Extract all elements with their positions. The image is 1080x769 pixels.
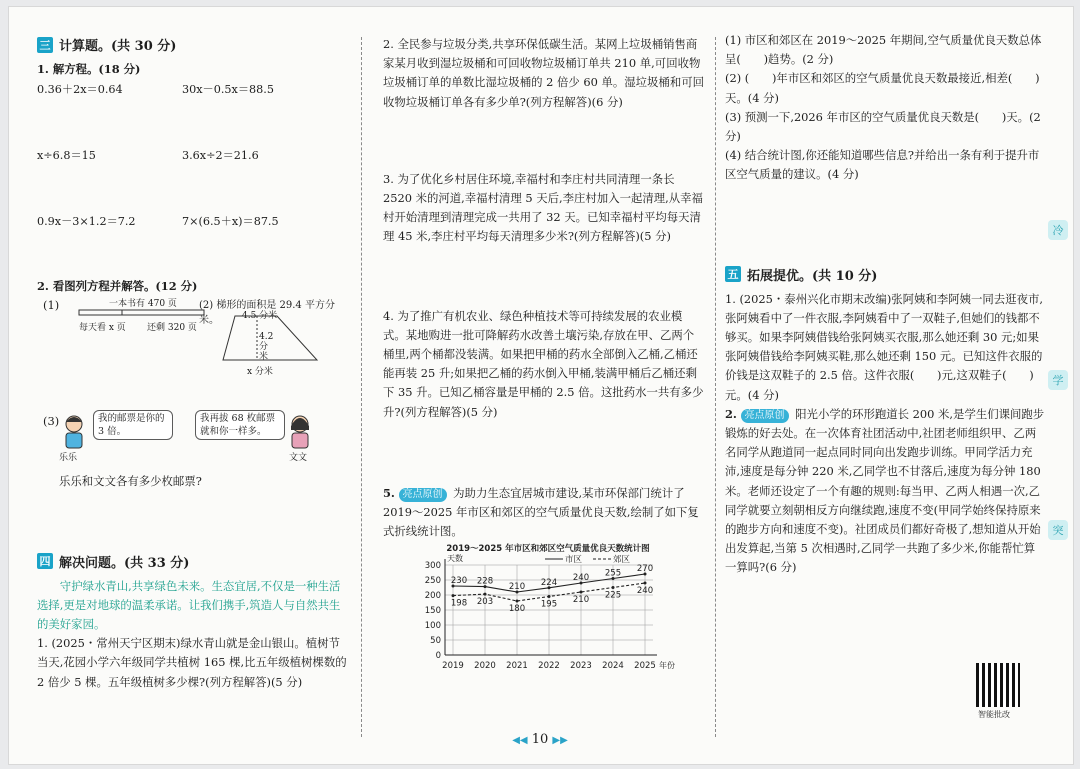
data-point [452, 595, 455, 598]
side-tab[interactable]: 突 [1048, 520, 1068, 540]
section-four-header [37, 552, 347, 571]
speech-bubble-wenwen: 我再拔 68 枚邮票就和你一样多。 [195, 410, 285, 440]
girl-icon [285, 414, 315, 450]
question-text: 阳光小学的环形跑道长 200 米,是学生们课间跑步锻炼的好去处。在一次体育社团活动中,社团老师组织甲、乙两名同学从跑道同一起点同时同向出发跑步训练。甲同学活力充沛,速度是每分钟 220 米,乙同学也不甘落后,速度为每分钟 180 米。老师还设定了一个有趣的规则:每当甲、乙两人相遇一次,乙同学就要立刻朝相反方向继续跑,速度不变(甲同学始终保持原来的跑步方向和速度不变)。社团成员们都好奇极了,想知道从开始出发算起,当第 5 次相遇时,乙同学一共跑了多少米,你能帮忙算一算吗?(6 分) [725, 406, 1045, 575]
equation: 3.6x÷2＝21.6 [182, 149, 259, 163]
data-label: 270 [636, 564, 654, 575]
page-sheet [8, 6, 1074, 765]
equation: 0.9x－3×1.2＝7.2 [37, 215, 136, 229]
data-label: 210 [572, 595, 590, 606]
section-title: 计算题。(共 30 分) [59, 39, 177, 54]
data-label: 228 [476, 577, 494, 588]
legend-label-suburban: 郊区 [613, 555, 631, 566]
question-6-1: 1. (2025・泰州兴化市期末改编)张阿姨和李阿姨一同去逛夜市,张阿姨看中了一件衣服,李阿姨看中了一双鞋子,但她们的钱都不够买。如果李阿姨借钱给张阿姨买衣服,那么她还剩 30 元;如果张阿姨借钱给李阿姨买鞋,那么她还剩 150 元。已知这件衣服的价钱是这双鞋子的 2.5 倍。这件衣服( )元,这双鞋子( )元。(4 分) [725, 291, 1043, 402]
data-point [612, 586, 615, 589]
column-middle [383, 35, 705, 675]
section-title: 解决问题。(共 33 分) [59, 555, 190, 571]
question-text: 为助力生态宜居城市建设,某市环保部门统计了 2019～2025 年市区和郊区的空气质量优良天数,绘制了如下复式折线统计图。 [383, 485, 699, 539]
x-tick-label: 2024 [602, 661, 624, 672]
page-footer [0, 732, 1080, 747]
trapezoid-height-label: 4.2 分米 [259, 332, 274, 363]
y-tick-label: 300 [424, 561, 441, 572]
section-badge: 四 [37, 553, 53, 569]
column-left [37, 35, 347, 692]
question-number: 2. [725, 406, 737, 421]
question-5-3: (3) 预测一下,2026 年市区的空气质量优良天数是( )天。(2 分) [725, 109, 1041, 144]
question-4-3: 3. 为了优化乡村居住环境,幸福村和李庄村共同清理一条长 2520 米的河道,幸福村清理 5 天后,李庄村加入一起清理,从幸福村开始清理到清理完成一共用了 32 天。已知幸福村平均每天清理 45 米,李庄村平均每天清理多少米?(列方程解答)(5 分) [383, 171, 703, 244]
y-axis-label: 天数 [447, 554, 463, 564]
highlight-tag: 亮点原创 [741, 409, 789, 423]
y-tick-label: 150 [424, 606, 441, 617]
figure-1-left-label: 每天看 x 页 [79, 323, 126, 334]
question-4-5 [383, 484, 705, 542]
data-label: 210 [508, 582, 526, 593]
next-arrows-icon: ▶▶ [552, 735, 568, 746]
figure-2-label: (2) 梯形的面积是 29.4 平方分米。 [199, 300, 335, 327]
data-label: 198 [450, 599, 468, 610]
data-label: 240 [636, 586, 654, 597]
y-tick-label: 50 [430, 636, 441, 647]
section-badge: 三 [37, 37, 53, 53]
section-intro: 守护绿水青山,共享绿色未来。生态宜居,不仅是一种生活选择,更是对地球的温柔承诺。让我们携手,筑造人与自然共生的美好家园。 [37, 578, 341, 632]
column-divider [715, 37, 716, 737]
x-tick-label: 2021 [506, 661, 528, 672]
side-tab[interactable]: 学 [1048, 370, 1068, 390]
section-three-header [37, 35, 347, 54]
section-title: 拓展提优。(共 10 分) [747, 268, 878, 284]
figures-area [37, 296, 347, 396]
figure-3-label: (3) [43, 414, 60, 429]
section-five-header [725, 265, 1045, 284]
x-axis-label: 年份 [659, 661, 675, 671]
figure-1-top-label: 一本书有 470 页 [109, 299, 177, 310]
side-tabs [1044, 30, 1072, 720]
question-2: 2. 看图列方程并解答。(12 分) [37, 279, 198, 294]
data-label: 240 [572, 573, 590, 584]
figure-1-label: (1) [43, 298, 60, 313]
highlight-tag: 亮点原创 [399, 488, 447, 502]
equation-row [37, 213, 347, 229]
question-4-2: 2. 全民参与垃圾分类,共享环保低碳生活。某网上垃圾桶销售商家某月收到湿垃圾桶和可回收物垃圾桶订单共 210 单,可回收物垃圾桶订单的单数比湿垃圾桶的 2 倍少 60 单。湿垃圾桶和可回收物垃圾桶订单各有多少单?(列方程解答)(6 分) [383, 37, 704, 109]
data-label: 230 [450, 576, 468, 587]
section-badge: 五 [725, 266, 741, 282]
qr-label: 智能批改 [978, 710, 1010, 719]
trapezoid-bottom-label: x 分米 [247, 367, 273, 378]
column-divider [361, 37, 362, 737]
figure-3-question: 乐乐和文文各有多少枚邮票? [59, 474, 202, 489]
chart-title: 2019～2025 年市区和郊区空气质量优良天数统计图 [446, 544, 650, 555]
x-tick-label: 2020 [474, 661, 496, 672]
column-right [725, 31, 1045, 578]
question-6-2 [725, 405, 1045, 578]
x-tick-label: 2025 [634, 661, 656, 672]
figure-3 [37, 410, 347, 472]
boy-icon [59, 414, 89, 450]
equation: 30x－0.5x＝88.5 [182, 83, 274, 97]
data-point [644, 582, 647, 585]
y-tick-label: 250 [424, 576, 441, 587]
legend-label-urban: 市区 [565, 555, 583, 566]
question-4-1: 1. (2025・常州天宁区期末)绿水青山就是金山银山。植树节当天,花园小学六年级同学共植树 165 棵,比五年级植树棵数的 2 倍少 5 棵。五年级植树多少棵?(列方程解答)(5 分) [37, 636, 347, 689]
data-label: 203 [476, 597, 494, 608]
x-tick-label: 2019 [442, 661, 464, 672]
question-4-4: 4. 为了推广有机农业、绿色种植技术等可持续发展的农业模式。某地购进一批可降解药水改善土壤污染,存放在甲、乙两个桶里,两个桶都没装满。如果把甲桶的药水全部倒入乙桶,乙桶还能再装 25 升;如果把乙桶的药水倒入甲桶,装满甲桶后乙桶还剩下 35 升。已知乙桶容量是甲桶的 2.5 倍。这批药水一共有多少升?(列方程解答)(5 分) [383, 308, 704, 419]
trapezoid-top-label: 4.5 分米 [242, 311, 278, 322]
x-tick-label: 2022 [538, 661, 560, 672]
equation: 7×(6.5＋x)＝87.5 [182, 215, 279, 229]
figure-1-right-label: 还剩 320 页 [147, 323, 197, 334]
x-tick-label: 2023 [570, 661, 592, 672]
qr-code-icon[interactable] [976, 663, 1020, 707]
data-point [484, 593, 487, 596]
question-number: 5. [383, 485, 395, 500]
data-label: 225 [604, 590, 622, 601]
data-point [548, 595, 551, 598]
data-label: 180 [508, 604, 526, 615]
question-5-1: (1) 市区和郊区在 2019～2025 年期间,空气质量优良天数总体呈( )趋势。(2 分) [725, 33, 1042, 67]
question-5-4: (4) 结合统计图,你还能知道哪些信息?并给出一条有利于提升市区空气质量的建议。(4 分) [725, 148, 1040, 182]
data-label: 195 [540, 599, 558, 610]
kid-name-lele: 乐乐 [59, 453, 78, 464]
prev-arrows-icon: ◀◀ [512, 735, 528, 746]
equation: x÷6.8＝15 [37, 149, 96, 163]
y-tick-label: 100 [424, 621, 441, 632]
data-point [516, 600, 519, 603]
data-point [580, 591, 583, 594]
y-tick-label: 0 [435, 651, 441, 662]
side-tab[interactable]: 冷 [1048, 220, 1068, 240]
question-5-2: (2) ( )年市区和郊区的空气质量优良天数最接近,相差( )天。(4 分) [725, 71, 1040, 105]
line-chart [403, 543, 693, 671]
y-tick-label: 200 [424, 591, 441, 602]
equation-row [37, 81, 347, 97]
equation-row [37, 147, 347, 163]
speech-bubble-lele: 我的邮票是你的 3 倍。 [93, 410, 173, 440]
data-label: 255 [604, 568, 622, 579]
equation: 0.36＋2x＝0.64 [37, 83, 123, 97]
kid-name-wenwen: 文文 [289, 453, 308, 464]
page-number: 10 [531, 732, 549, 747]
data-label: 224 [540, 578, 558, 589]
question-1: 1. 解方程。(18 分) [37, 62, 141, 76]
